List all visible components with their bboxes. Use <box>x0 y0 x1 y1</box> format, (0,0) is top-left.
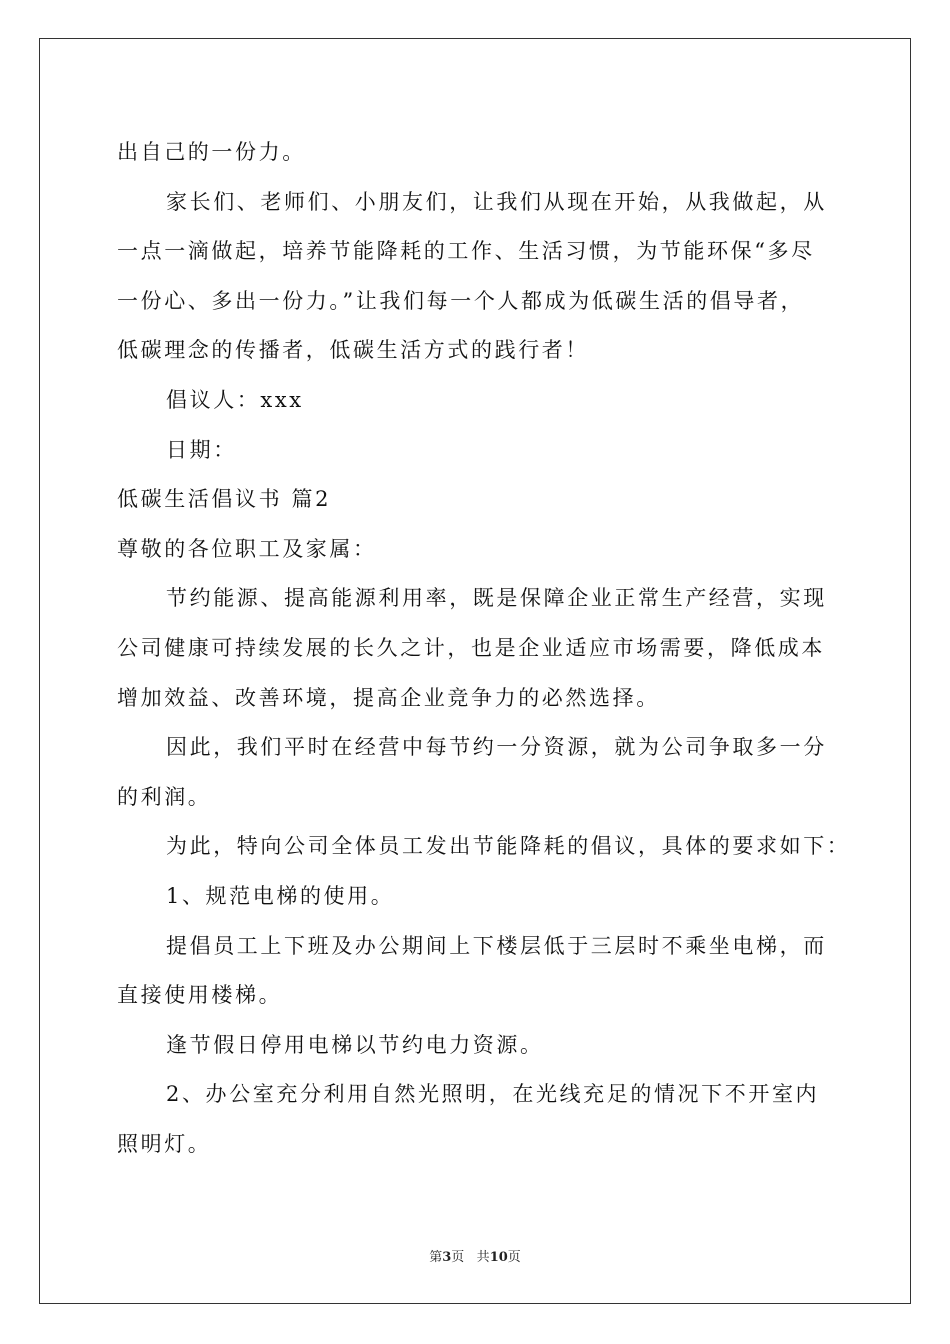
paragraph-line: 因此，我们平时在经营中每节约一分资源，就为公司争取多一分 <box>166 735 827 760</box>
list-item: 2、办公室充分利用自然光照明，在光线充足的情况下不开室内 <box>166 1082 820 1107</box>
paragraph-line: 公司健康可持续发展的长久之计，也是企业适应市场需要，降低成本 <box>117 635 825 660</box>
paragraph-line: 增加效益、改善环境，提高企业竞争力的必然选择。 <box>117 685 660 710</box>
page-number: 3 <box>442 1250 452 1265</box>
signer-line: 倡议人：xxx <box>166 387 304 412</box>
paragraph-line: 逢节假日停用电梯以节约电力资源。 <box>166 1032 544 1057</box>
document-body <box>117 128 851 1169</box>
total-suffix: 页 <box>507 1250 521 1265</box>
paragraph-line: 一份心、多出一份力。”让我们每一个人都成为低碳生活的倡导者， <box>117 288 805 313</box>
paragraph-line: 直接使用楼梯。 <box>117 983 283 1008</box>
paragraph-line: 出自己的一份力。 <box>117 140 306 164</box>
paragraph-line: 家长们、老师们、小朋友们，让我们从现在开始，从我做起，从 <box>166 189 827 214</box>
date-line: 日期： <box>166 437 237 462</box>
paragraph-line: 节约能源、提高能源利用率，既是保障企业正常生产经营，实现 <box>166 586 827 611</box>
paragraph-line: 提倡员工上下班及办公期间上下楼层低于三层时不乘坐电梯，而 <box>166 933 827 958</box>
total-prefix: 共 <box>476 1250 490 1265</box>
salutation: 尊敬的各位职工及家属： <box>117 536 377 561</box>
page-suffix: 页 <box>451 1250 465 1265</box>
paragraph-line: 一点一滴做起，培养节能降耗的工作、生活习惯，为节能环保“多尽 <box>117 239 815 264</box>
total-pages: 10 <box>489 1250 508 1265</box>
page-footer <box>0 1246 950 1265</box>
paragraph-line: 照明灯。 <box>117 1131 212 1156</box>
paragraph-line: 的利润。 <box>117 784 212 809</box>
list-item: 1、规范电梯的使用。 <box>166 883 395 908</box>
paragraph-line: 低碳理念的传播者，低碳生活方式的践行者！ <box>117 338 589 363</box>
section-heading: 低碳生活倡议书 篇2 <box>117 487 332 512</box>
paragraph-line: 为此，特向公司全体员工发出节能降耗的倡议，具体的要求如下： <box>166 834 851 859</box>
page-prefix: 第 <box>429 1250 443 1265</box>
